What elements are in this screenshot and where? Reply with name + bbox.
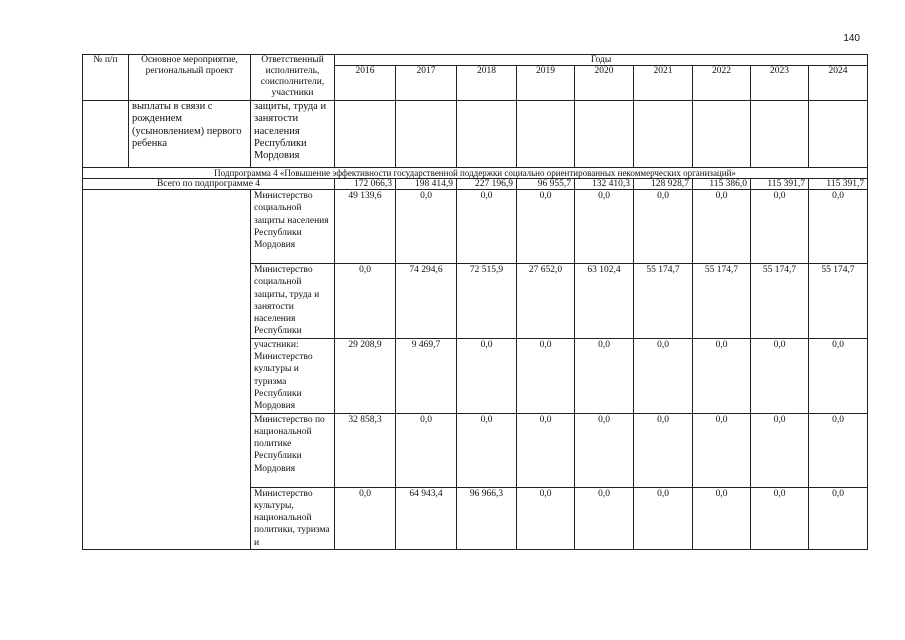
cell-responsible: Министерство социальной защиты, труда и занятости населения Республики <box>251 264 335 339</box>
value-cell: 0,0 <box>751 190 809 264</box>
col-header-year: 2016 <box>335 66 396 101</box>
total-value-cell: 132 410,3 <box>575 179 634 190</box>
value-cell: 0,0 <box>457 338 517 413</box>
col-header-year: 2024 <box>809 66 868 101</box>
value-cell: 0,0 <box>809 338 868 413</box>
value-cell: 74 294,6 <box>396 264 457 339</box>
cell-responsible: защиты, труда и занятости населения Республики Мордовия <box>251 101 335 168</box>
value-cell: 0,0 <box>335 264 396 339</box>
subprogram-title: Подпрограмма 4 «Повышение эффективности государственной поддержки социально ориентированных некоммерческих организаций» <box>83 168 868 179</box>
value-cell: 0,0 <box>634 190 693 264</box>
col-header-year: 2021 <box>634 66 693 101</box>
cell-activity-empty <box>83 190 251 550</box>
value-cell: 0,0 <box>575 338 634 413</box>
cell-number <box>83 101 129 168</box>
value-cell: 0,0 <box>634 487 693 549</box>
col-header-year: 2018 <box>457 66 517 101</box>
value-cell: 0,0 <box>457 190 517 264</box>
col-header-year: 2020 <box>575 66 634 101</box>
value-cell: 0,0 <box>751 338 809 413</box>
value-cell: 55 174,7 <box>693 264 751 339</box>
col-header-years-group: Годы <box>335 55 868 66</box>
continuation-row <box>83 101 868 168</box>
value-cell: 27 652,0 <box>517 264 575 339</box>
value-cell: 0,0 <box>751 487 809 549</box>
total-value-cell: 198 414,9 <box>396 179 457 190</box>
col-header-year: 2023 <box>751 66 809 101</box>
cell-responsible: Министерство по национальной политике Республики Мордовия <box>251 413 335 487</box>
value-cell: 55 174,7 <box>634 264 693 339</box>
total-value-cell: 128 928,7 <box>634 179 693 190</box>
col-header-activity: Основное мероприятие, региональный проект <box>129 55 251 101</box>
col-header-number: № п/п <box>83 55 129 101</box>
page-number: 140 <box>843 33 860 44</box>
col-header-responsible: Ответственный исполнитель, соисполнители, участники <box>251 55 335 101</box>
value-cell: 0,0 <box>335 487 396 549</box>
value-cell: 64 943,4 <box>396 487 457 549</box>
cell-responsible: Министерство культуры, национальной политики, туризма и <box>251 487 335 549</box>
cell-responsible: участники: Министерство культуры и туризма Республики Мордовия <box>251 338 335 413</box>
value-cell: 0,0 <box>517 487 575 549</box>
value-cell: 0,0 <box>396 190 457 264</box>
subprogram-total-row <box>83 179 868 190</box>
col-header-year: 2019 <box>517 66 575 101</box>
value-cell: 0,0 <box>634 413 693 487</box>
value-cell: 0,0 <box>809 487 868 549</box>
table-row <box>83 190 868 264</box>
value-cell: 55 174,7 <box>809 264 868 339</box>
value-cell: 0,0 <box>575 413 634 487</box>
value-cell: 49 139,6 <box>335 190 396 264</box>
value-cell: 0,0 <box>575 190 634 264</box>
value-cell: 0,0 <box>396 413 457 487</box>
value-cell: 9 469,7 <box>396 338 457 413</box>
value-cell: 0,0 <box>575 487 634 549</box>
value-cell: 96 966,3 <box>457 487 517 549</box>
total-value-cell: 172 066,3 <box>335 179 396 190</box>
value-cell: 0,0 <box>693 413 751 487</box>
value-cell: 0,0 <box>751 413 809 487</box>
value-cell: 0,0 <box>693 487 751 549</box>
cell-activity: выплаты в связи с рождением (усыновлением) первого ребенка <box>129 101 251 168</box>
value-cell: 0,0 <box>809 190 868 264</box>
value-cell: 32 858,3 <box>335 413 396 487</box>
value-cell: 55 174,7 <box>751 264 809 339</box>
table-header <box>83 55 868 101</box>
col-header-year: 2022 <box>693 66 751 101</box>
value-cell: 0,0 <box>517 338 575 413</box>
cell-responsible: Министерство социальной защиты населения Республики Мордовия <box>251 190 335 264</box>
value-cell: 0,0 <box>693 190 751 264</box>
total-value-cell: 96 955,7 <box>517 179 575 190</box>
budget-table <box>82 54 868 550</box>
value-cell: 0,0 <box>517 190 575 264</box>
value-cell: 29 208,9 <box>335 338 396 413</box>
value-cell: 0,0 <box>809 413 868 487</box>
value-cell: 0,0 <box>517 413 575 487</box>
total-value-cell: 115 391,7 <box>751 179 809 190</box>
subprogram-row <box>83 168 868 179</box>
value-cell: 72 515,9 <box>457 264 517 339</box>
total-value-cell: 227 196,9 <box>457 179 517 190</box>
value-cell: 63 102,4 <box>575 264 634 339</box>
value-cell: 0,0 <box>457 413 517 487</box>
total-value-cell: 115 386,0 <box>693 179 751 190</box>
subprogram-total-label: Всего по подпрограмме 4 <box>83 179 335 190</box>
value-cell: 0,0 <box>634 338 693 413</box>
value-cell: 0,0 <box>693 338 751 413</box>
total-value-cell: 115 391,7 <box>809 179 868 190</box>
col-header-year: 2017 <box>396 66 457 101</box>
